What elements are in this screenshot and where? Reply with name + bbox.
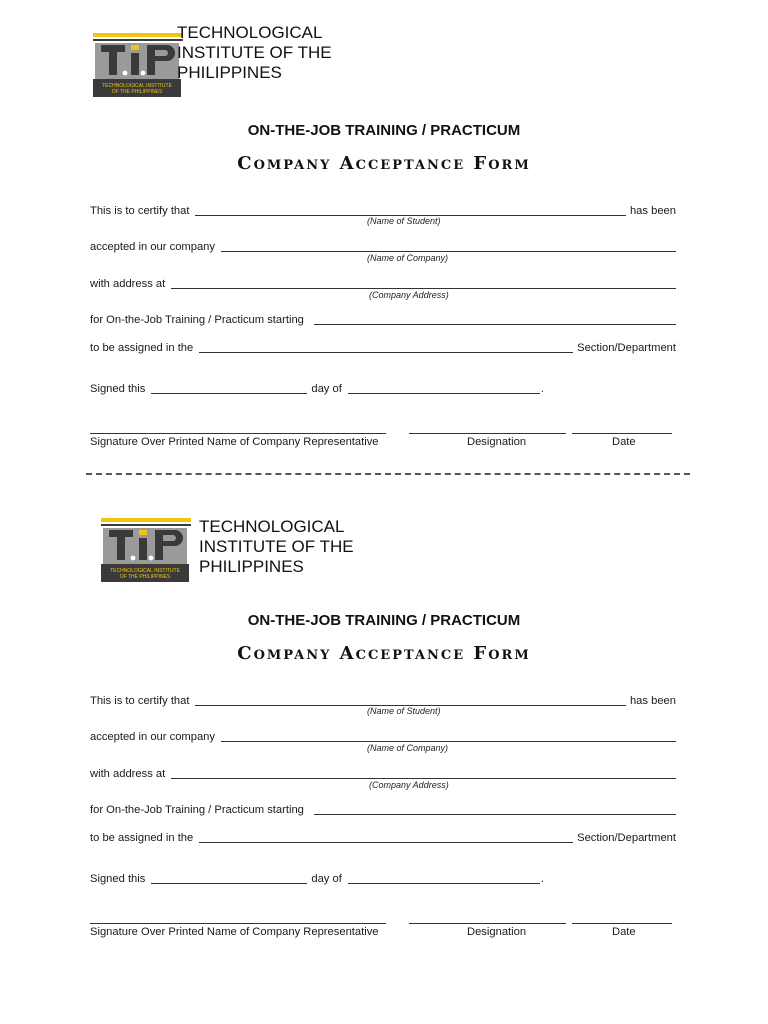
signed-end: .	[540, 383, 544, 395]
signed-day-field[interactable]	[151, 382, 307, 394]
date-label: Date	[612, 926, 636, 938]
rep-signature-line[interactable]	[90, 432, 386, 434]
hint-company: (Name of Company)	[367, 253, 449, 263]
assigned-row	[90, 829, 676, 845]
certify-suffix: has been	[629, 205, 676, 217]
assigned-prefix: to be assigned in the	[90, 832, 194, 844]
date-line[interactable]	[572, 432, 672, 434]
cut-line-divider	[86, 473, 690, 477]
assigned-prefix: to be assigned in the	[90, 342, 194, 354]
form-subtitle: Company Acceptance Form	[237, 153, 531, 174]
tip-logo-icon	[101, 518, 191, 584]
institution-name	[177, 23, 332, 83]
designation-line[interactable]	[409, 432, 566, 434]
logo-caption-line1: TECHNOLOGICAL INSTITUTE	[110, 568, 180, 574]
form-title: ON-THE-JOB TRAINING / PRACTICUM	[247, 612, 521, 629]
tip-logo-icon	[93, 33, 183, 99]
ojt-prefix: for On-the-Job Training / Practicum starting	[90, 314, 304, 326]
date-label: Date	[612, 436, 636, 448]
institution-name-line1: TECHNOLOGICAL	[177, 23, 323, 42]
student-name-field[interactable]	[195, 204, 625, 216]
designation-line[interactable]	[409, 922, 566, 924]
signed-prefix: Signed this	[90, 383, 146, 395]
ojt-row	[90, 311, 676, 327]
hint-company: (Name of Company)	[367, 743, 449, 753]
institution-name-line2: INSTITUTE OF THE	[177, 43, 332, 62]
logo-caption-line2: OF THE PHILIPPINES	[111, 89, 163, 95]
signed-prefix: Signed this	[90, 873, 146, 885]
signed-day-field[interactable]	[151, 872, 307, 884]
form-subtitle: Company Acceptance Form	[237, 643, 531, 664]
certify-prefix: This is to certify that	[90, 695, 190, 707]
hint-address: (Company Address)	[369, 780, 449, 790]
accepted-row	[90, 238, 676, 254]
start-date-field[interactable]	[314, 803, 676, 815]
accepted-prefix: accepted in our company	[90, 241, 216, 253]
assigned-suffix: Section/Department	[577, 832, 676, 844]
address-row	[90, 765, 676, 781]
address-prefix: with address at	[90, 768, 166, 780]
signed-end: .	[540, 873, 544, 885]
certify-suffix: has been	[629, 695, 676, 707]
designation-label: Designation	[467, 926, 527, 938]
accepted-prefix: accepted in our company	[90, 731, 216, 743]
form-copy-bottom	[0, 490, 768, 980]
address-row	[90, 275, 676, 291]
institution-name-line2: INSTITUTE OF THE	[199, 537, 354, 556]
institution-name-line3: PHILIPPINES	[199, 557, 304, 576]
signed-middle: day of	[311, 873, 342, 885]
company-name-field[interactable]	[221, 240, 676, 252]
assigned-row	[90, 339, 676, 355]
address-prefix: with address at	[90, 278, 166, 290]
start-date-field[interactable]	[314, 313, 676, 325]
signed-month-field[interactable]	[348, 382, 540, 394]
logo-caption-line1: TECHNOLOGICAL INSTITUTE	[102, 83, 172, 89]
company-address-field[interactable]	[171, 767, 676, 779]
institution-name-line1: TECHNOLOGICAL	[199, 517, 345, 536]
rep-signature-line[interactable]	[90, 922, 386, 924]
hint-student: (Name of Student)	[367, 706, 441, 716]
company-name-field[interactable]	[221, 730, 676, 742]
logo-caption-line2: OF THE PHILIPPINES	[119, 574, 171, 580]
student-name-field[interactable]	[195, 694, 625, 706]
accepted-row	[90, 728, 676, 744]
form-copy-top	[0, 0, 768, 490]
signed-month-field[interactable]	[348, 872, 540, 884]
signed-row	[90, 380, 560, 396]
date-line[interactable]	[572, 922, 672, 924]
assigned-suffix: Section/Department	[577, 342, 676, 354]
tip-logo	[101, 518, 191, 584]
signed-middle: day of	[311, 383, 342, 395]
designation-label: Designation	[467, 436, 527, 448]
ojt-row	[90, 801, 676, 817]
hint-address: (Company Address)	[369, 290, 449, 300]
ojt-prefix: for On-the-Job Training / Practicum starting	[90, 804, 304, 816]
section-field[interactable]	[199, 341, 573, 353]
institution-name-line3: PHILIPPINES	[177, 63, 282, 82]
signed-row	[90, 870, 560, 886]
institution-name	[199, 517, 354, 577]
rep-signature-label: Signature Over Printed Name of Company Representative	[90, 926, 379, 938]
form-title: ON-THE-JOB TRAINING / PRACTICUM	[247, 122, 521, 139]
company-address-field[interactable]	[171, 277, 676, 289]
hint-student: (Name of Student)	[367, 216, 441, 226]
section-field[interactable]	[199, 831, 573, 843]
tip-logo	[93, 33, 183, 99]
certify-prefix: This is to certify that	[90, 205, 190, 217]
rep-signature-label: Signature Over Printed Name of Company Representative	[90, 436, 379, 448]
